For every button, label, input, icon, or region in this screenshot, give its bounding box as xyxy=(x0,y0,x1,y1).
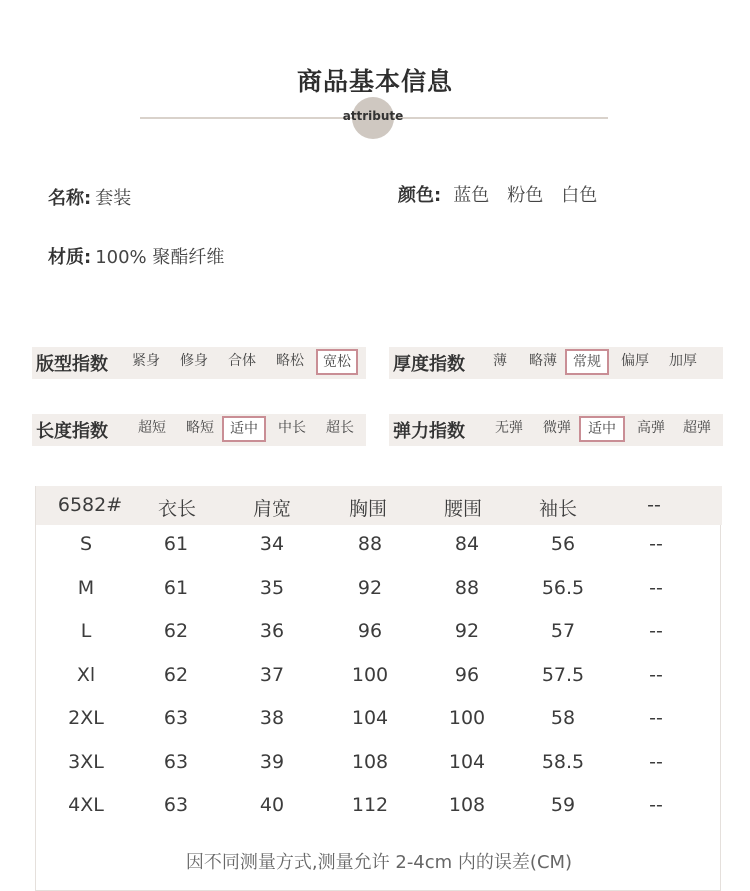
table-cell: 3XL xyxy=(68,751,104,773)
table-cell: 39 xyxy=(259,751,285,773)
header-cell: 衣长 xyxy=(157,498,196,520)
thickness-index xyxy=(389,347,723,379)
table-cell: Xl xyxy=(76,664,96,686)
info-colors xyxy=(398,181,603,207)
table-cell: -- xyxy=(649,707,663,729)
elasticity-index xyxy=(389,414,723,446)
table-cell: 58.5 xyxy=(541,751,585,773)
table-cell: 58 xyxy=(550,707,576,729)
table-cell: 37 xyxy=(259,664,285,686)
index-option: 修身 xyxy=(180,353,208,369)
info-name xyxy=(48,184,131,210)
table-cell: L xyxy=(80,620,92,642)
header-cell: 胸围 xyxy=(348,498,387,520)
header-cell: 腰围 xyxy=(443,498,482,520)
table-cell: 96 xyxy=(357,620,383,642)
table-cell: 61 xyxy=(163,533,189,555)
table-cell: 57.5 xyxy=(541,664,585,686)
index-option: 无弹 xyxy=(495,420,523,436)
table-cell: 92 xyxy=(357,577,383,599)
info-material xyxy=(48,243,224,269)
index-name: 长度指数 xyxy=(36,421,108,442)
table-cell: 35 xyxy=(259,577,285,599)
table-cell: 38 xyxy=(259,707,285,729)
color-label: 颜色: xyxy=(398,185,442,206)
name-value: 套装 xyxy=(95,188,132,209)
index-name: 弹力指数 xyxy=(393,421,465,442)
table-cell: 61 xyxy=(163,577,189,599)
table-cell: 57 xyxy=(550,620,576,642)
table-cell: 104 xyxy=(351,707,389,729)
index-option-selected: 常规 xyxy=(565,349,609,375)
index-name: 厚度指数 xyxy=(393,354,465,375)
index-option: 薄 xyxy=(493,353,507,369)
table-cell: 2XL xyxy=(68,707,104,729)
table-cell: 59 xyxy=(550,794,576,816)
table-cell: 92 xyxy=(454,620,480,642)
index-option: 中长 xyxy=(278,420,306,436)
table-cell: 62 xyxy=(163,620,189,642)
page-subtitle: attribute xyxy=(342,109,404,123)
table-header xyxy=(36,486,722,525)
index-option: 微弹 xyxy=(543,420,571,436)
table-cell: 104 xyxy=(448,751,486,773)
index-option-selected: 适中 xyxy=(579,416,625,442)
table-cell: -- xyxy=(649,664,663,686)
table-cell: 56.5 xyxy=(541,577,585,599)
table-cell: -- xyxy=(649,620,663,642)
index-name: 版型指数 xyxy=(36,354,108,375)
header-cell: 肩宽 xyxy=(252,498,291,520)
index-option: 加厚 xyxy=(669,353,697,369)
index-option: 略松 xyxy=(276,353,304,369)
page-title: 商品基本信息 xyxy=(296,67,453,96)
material-label: 材质: xyxy=(48,247,92,268)
header-cell: -- xyxy=(647,494,661,516)
table-cell: 63 xyxy=(163,751,189,773)
measurement-note: 因不同测量方式,测量允许 2-4cm 内的误差(CM) xyxy=(185,852,573,873)
index-option: 紧身 xyxy=(132,353,160,369)
material-value: 100% 聚酯纤维 xyxy=(95,247,225,268)
table-cell: 100 xyxy=(448,707,486,729)
table-cell: 88 xyxy=(454,577,480,599)
index-option: 超长 xyxy=(326,420,354,436)
table-cell: 63 xyxy=(163,794,189,816)
index-option: 偏厚 xyxy=(621,353,649,369)
table-cell: 108 xyxy=(351,751,389,773)
color-value: 粉色 xyxy=(507,185,544,206)
table-cell: -- xyxy=(649,794,663,816)
table-cell: 112 xyxy=(351,794,389,816)
table-cell: 40 xyxy=(259,794,285,816)
table-cell: 62 xyxy=(163,664,189,686)
index-option: 略薄 xyxy=(529,353,557,369)
table-cell: 4XL xyxy=(68,794,104,816)
table-cell: 36 xyxy=(259,620,285,642)
table-cell: -- xyxy=(649,577,663,599)
length-index xyxy=(32,414,366,446)
header-cell: 6582# xyxy=(57,494,123,516)
index-option: 合体 xyxy=(228,353,256,369)
table-cell: S xyxy=(79,533,93,555)
color-value: 白色 xyxy=(561,185,598,206)
table-cell: -- xyxy=(649,533,663,555)
table-cell: M xyxy=(77,577,95,599)
index-option: 超短 xyxy=(138,420,166,436)
size-table xyxy=(35,486,721,891)
table-cell: 63 xyxy=(163,707,189,729)
index-option-selected: 宽松 xyxy=(316,349,358,375)
table-cell: 34 xyxy=(259,533,285,555)
name-label: 名称: xyxy=(48,188,92,209)
index-option: 略短 xyxy=(186,420,214,436)
table-cell: 96 xyxy=(454,664,480,686)
table-cell: 56 xyxy=(550,533,576,555)
table-cell: 88 xyxy=(357,533,383,555)
header-cell: 袖长 xyxy=(538,498,577,520)
table-cell: 100 xyxy=(351,664,389,686)
index-option: 高弹 xyxy=(637,420,665,436)
fit-index xyxy=(32,347,366,379)
index-option-selected: 适中 xyxy=(222,416,266,442)
color-value: 蓝色 xyxy=(453,185,490,206)
table-cell: 84 xyxy=(454,533,480,555)
table-cell: -- xyxy=(649,751,663,773)
table-cell: 108 xyxy=(448,794,486,816)
index-option: 超弹 xyxy=(683,420,711,436)
